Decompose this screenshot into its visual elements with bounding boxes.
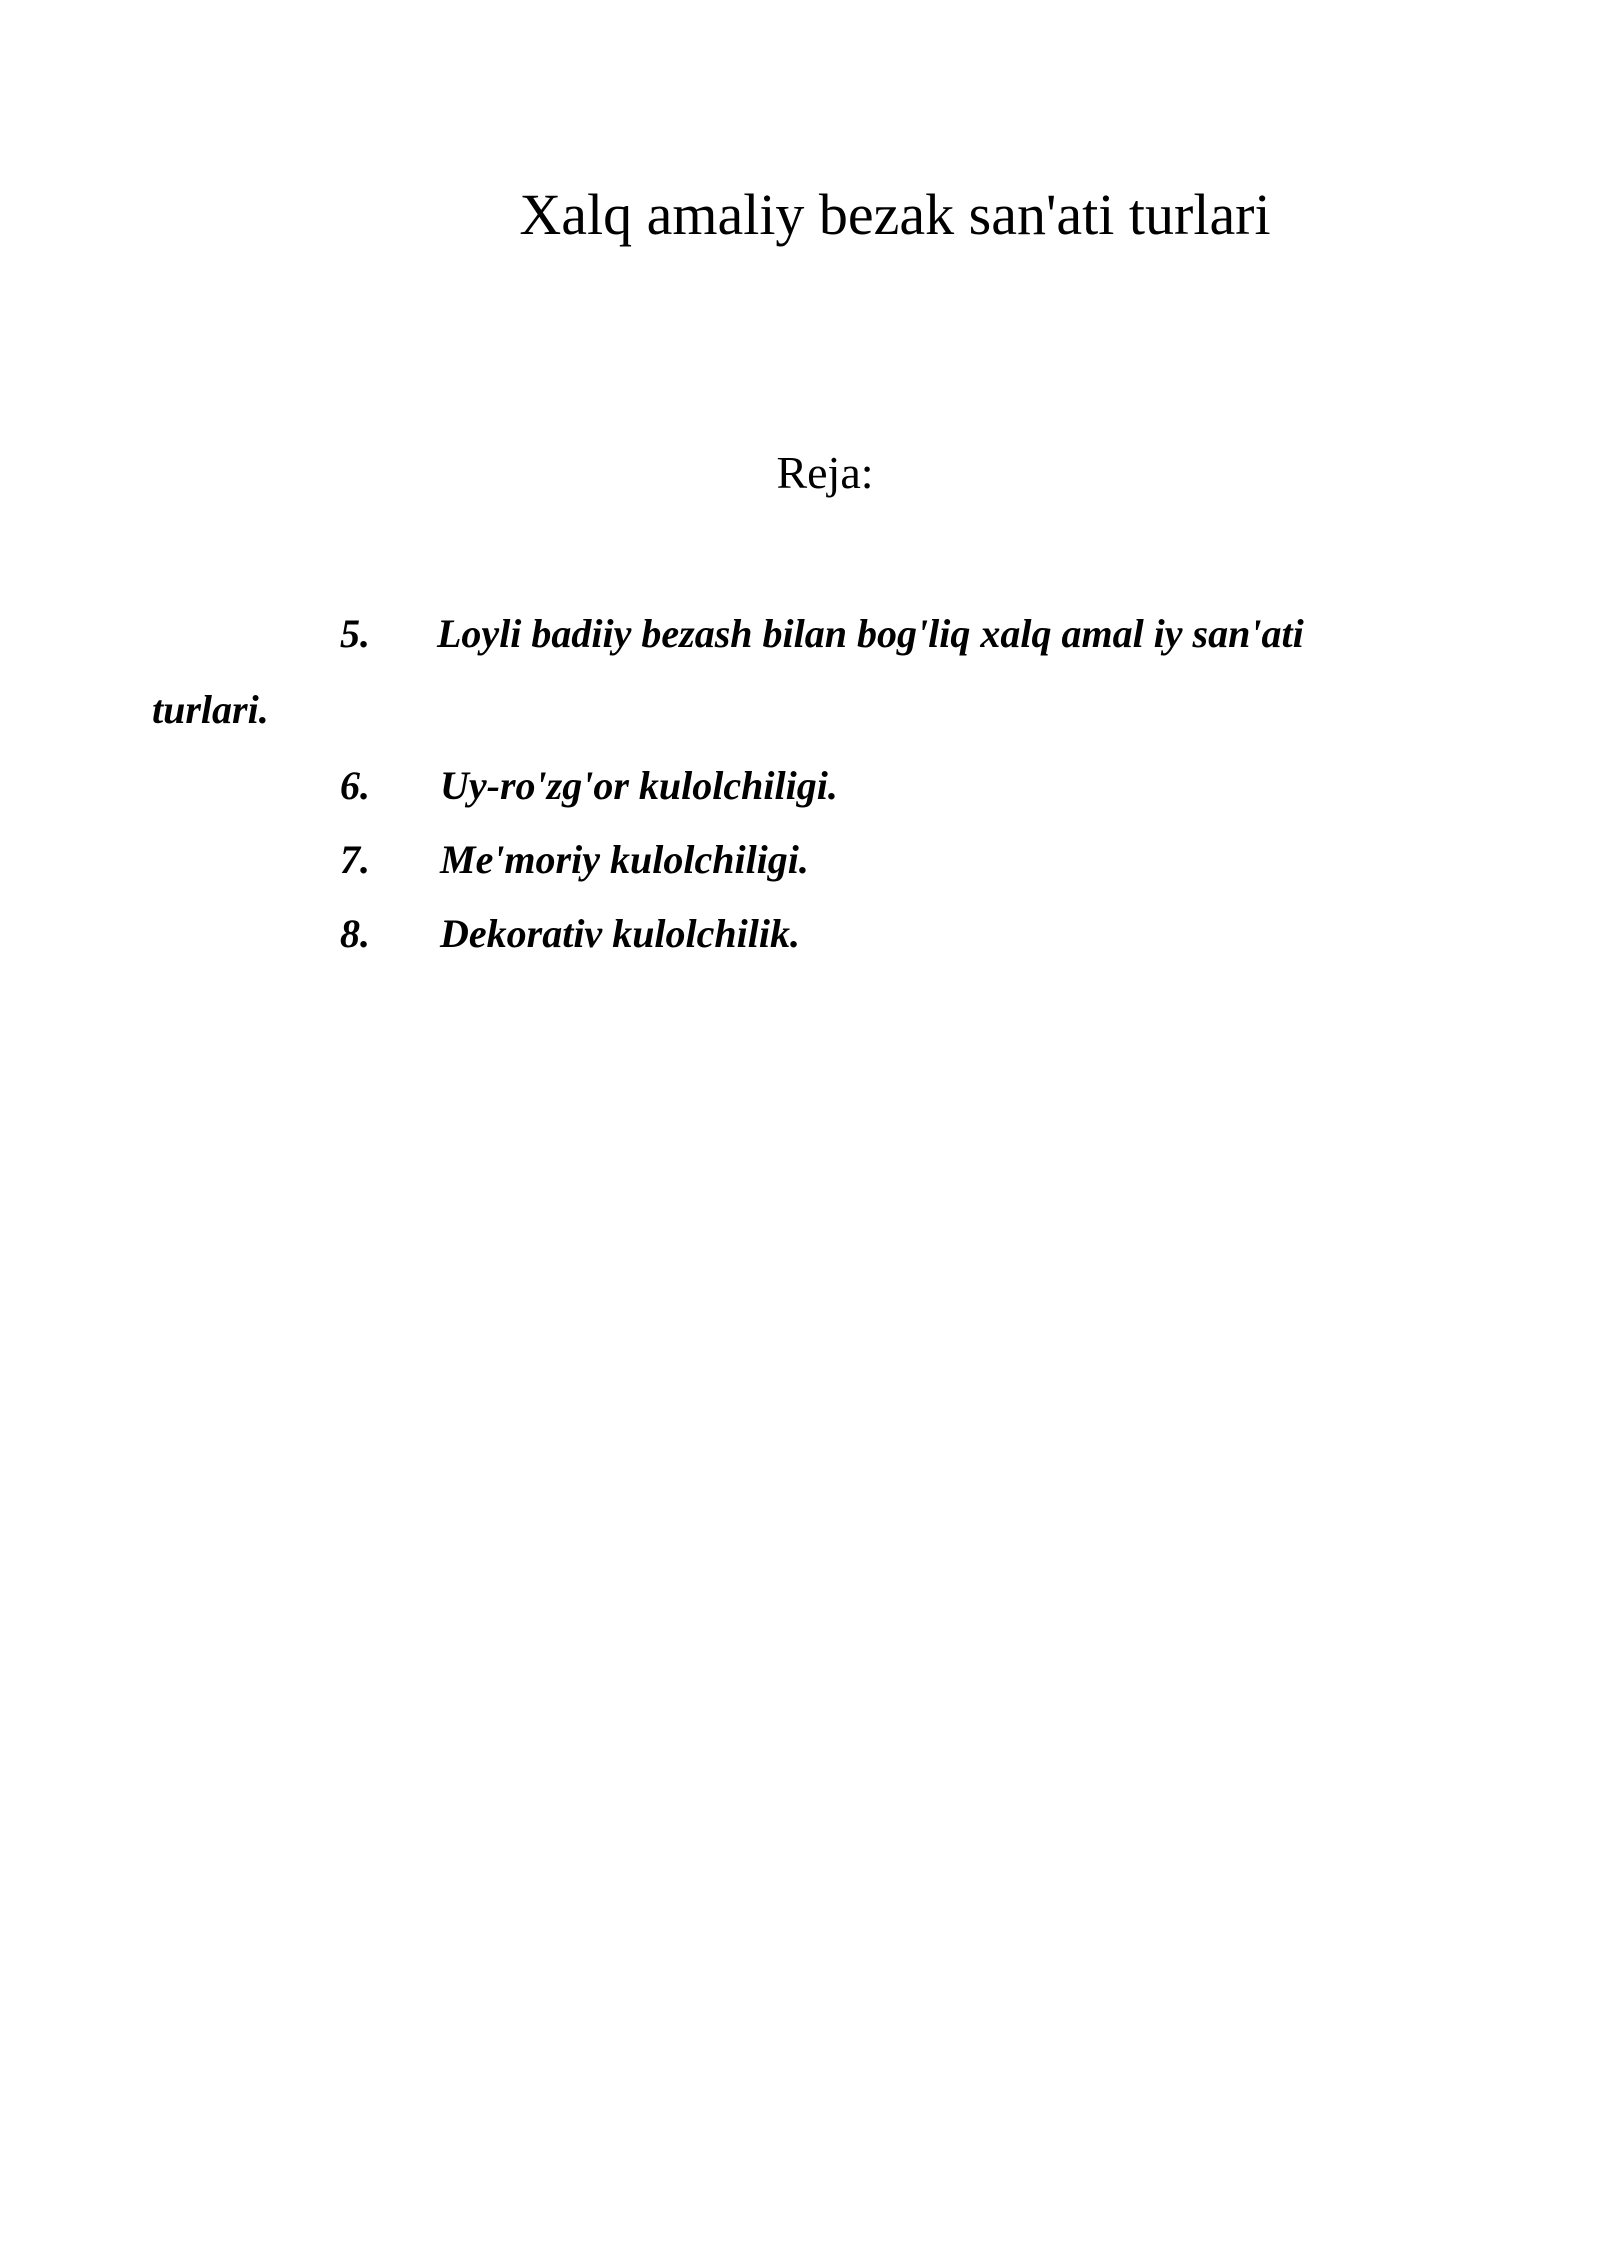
list-item-number: 5. <box>340 611 370 656</box>
plan-heading: Reja: <box>776 447 874 498</box>
list-item-number: 6. <box>340 763 370 808</box>
list-item-text: Me'moriy kulolchiligi. <box>440 837 809 882</box>
list-item-number: 8. <box>340 911 370 956</box>
list-item-number: 7. <box>340 837 370 882</box>
document-title: Xalq amaliy bezak san'ati turlari <box>519 182 1271 247</box>
list-item-text: Uy-ro'zg'or kulolchiligi. <box>440 763 838 808</box>
list-item-text-continuation: turlari. <box>152 687 269 732</box>
list-item-text: Loyli badiiy bezash bilan bog'liq xalq amal iy san'ati <box>437 611 1304 656</box>
list-item-text: Dekorativ kulolchilik. <box>440 911 800 956</box>
